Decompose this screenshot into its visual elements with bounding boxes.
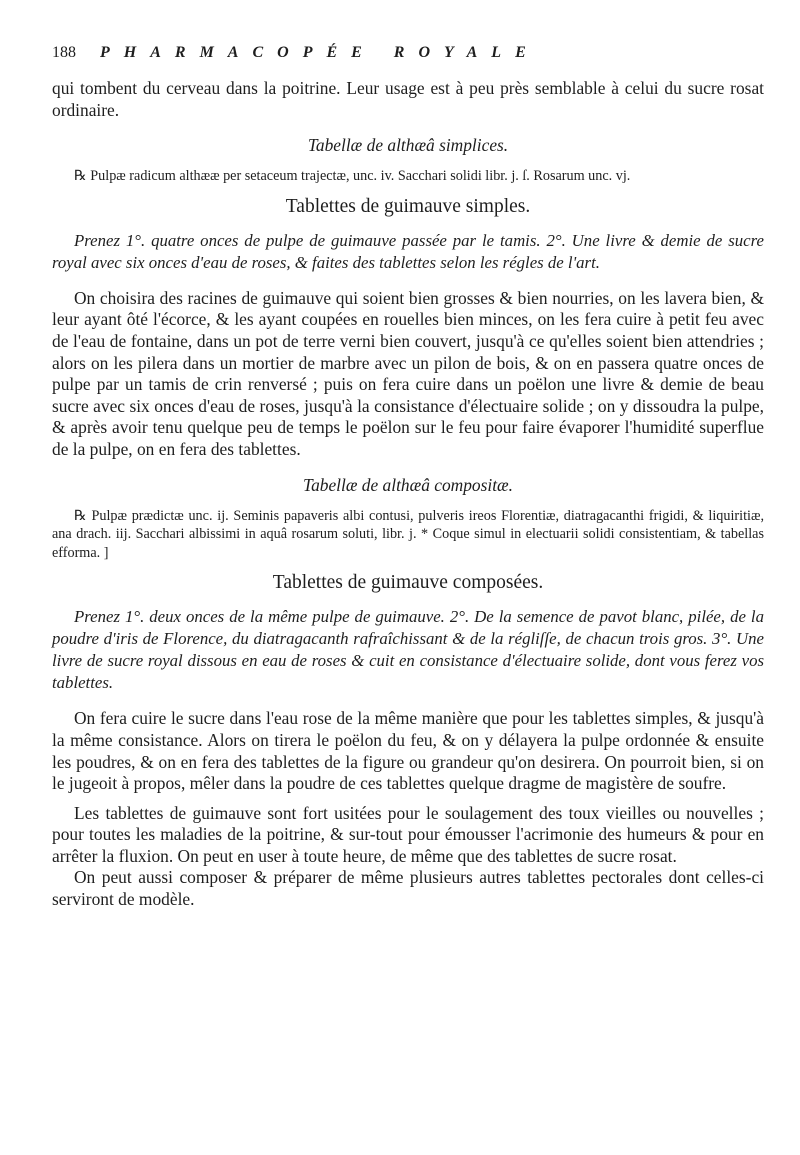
running-title: PHARMACOPÉE ROYALE [100, 44, 540, 61]
closing-paragraph: On peut aussi composer & préparer de même plusieurs autres tablettes pectorales dont celles-ci serviront de modèle. [52, 867, 764, 910]
simple-latin-title: Tabellæ de althæâ simplices. [307, 135, 509, 156]
running-head [52, 44, 764, 76]
compound-french-title: Tablettes de guimauve composées. [272, 572, 544, 594]
intro-paragraph: qui tombent du cerveau dans la poitrine. Leur usage est à peu près semblable à celui du sucre rosat ordinaire. [52, 78, 764, 120]
usage-paragraph: Les tablettes de guimauve sont fort usitées pour le soulagement des toux vieilles ou nouvelles ; pour toutes les maladies de la poitrine, & sur-tout pour émousser l'acrimonie des humeurs & pour en arrêter la fluxion. On peut en user à toute heure, de même que des tablettes de sucre rosat. [52, 802, 764, 866]
simple-french-title: Tablettes de guimauve simples. [285, 195, 531, 217]
simple-french-recipe: Prenez 1°. quatre onces de pulpe de guimauve passée par le tamis. 2°. Une livre & demie de sucre royal avec six onces d'eau de roses, & faites des tablettes selon les régles de l'art. [52, 230, 764, 272]
page-number: 188 [52, 44, 76, 61]
book-page [52, 44, 764, 911]
compound-latin-recipe: ℞ Pulpæ prædictæ unc. ij. Seminis papaveris albi contusi, pulveris ireos Florentiæ, diatragacanthi frigidi, & liquiritiæ, ana drach. iij. Sacchari albissimi in aquâ rosarum soluti, libr. j. * Coque simul in electuarii solidi consistentiam, & tabellas efforma. ] [52, 507, 764, 561]
simple-latin-recipe: ℞ Pulpæ radicum althææ per setaceum trajectæ, unc. iv. Sacchari solidi libr. j. ſ. Rosarum unc. vj. [74, 168, 631, 185]
compound-french-recipe: Prenez 1°. deux onces de la même pulpe de guimauve. 2°. De la semence de pavot blanc, pilée, de la poudre d'iris de Florence, du diatragacanth rafraîchissant & de la régliſſe, de chacun trois gros. 3°. Une livre de sucre royal dissous en eau de roses & cuit en consistance d'électuaire solide, dont vous ferez vos tablettes. [52, 607, 764, 693]
compound-latin-title: Tabellæ de althæâ compositæ. [303, 474, 513, 495]
compound-method-paragraph: On fera cuire le sucre dans l'eau rose de la même manière que pour les tablettes simples, & jusqu'à la même consistance. Alors on tirera le poëlon du feu, & on y délayera la pulpe ordonnée & ensuite les poudres, & on en fera des tablettes de la figure ou grandeur qu'on desirera. On pourroit bien, si on le jugeoit à propos, mêler dans la poudre de ces tablettes quelque dragme de magistère de soufre. [52, 708, 764, 794]
simple-method-paragraph: On choisira des racines de guimauve qui soient bien grosses & bien nourries, on les lavera bien, & leur ayant ôté l'écorce, & les ayant coupées en rouelles bien minces, on les fera cuire à petit feu avec de l'eau de fontaine, dans un pot de terre verni bien couvert, jusqu'à ce qu'elles soient bien attendries ; alors on les pilera dans un mortier de marbre avec un pilon de bois, & on en passera quatre onces de pulpe par un tamis de crin renversé ; puis on fera cuire dans un poëlon une livre & demie de beau sucre avec six onces d'eau de roses, jusqu'à la consistance d'électuaire solide ; on y dissoudra la pulpe, & après avoir tenu quelque peu de temps le poëlon sur le feu pour faire évaporer l'humidité superflue de la pulpe, on en fera des tablettes. [52, 287, 764, 459]
